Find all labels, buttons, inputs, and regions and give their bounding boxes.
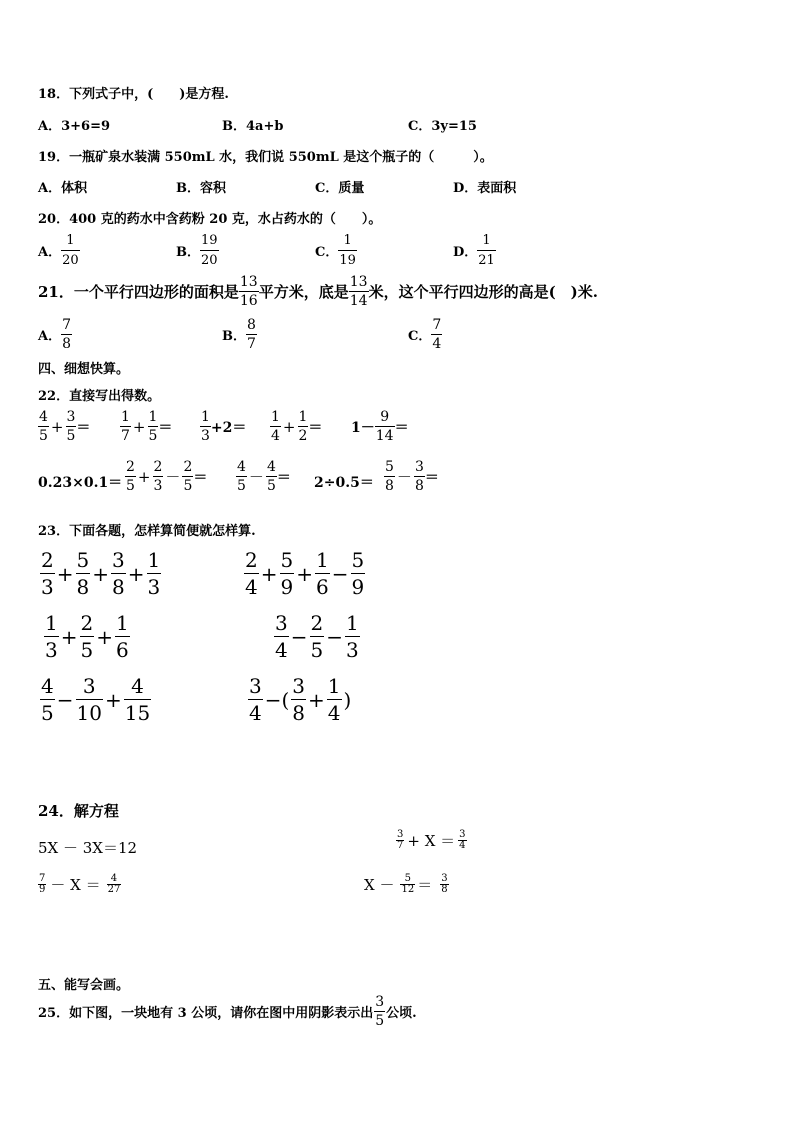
q19-option-c[interactable]: C．质量 bbox=[315, 181, 365, 196]
fraction: $\frac{4}{5}$ bbox=[266, 459, 276, 494]
fraction: $\frac{2}{5}$ bbox=[183, 459, 193, 494]
fraction: $\frac{4}{27}$ bbox=[107, 873, 121, 895]
option-label: A． bbox=[38, 245, 62, 260]
q23-expr-left-1: $\frac{2}{3}$ + $\frac{5}{8}$ + $\frac{3}{8}$ + $\frac{1}{3}$ bbox=[41, 548, 161, 599]
fraction: $\frac{2}{5}$ bbox=[126, 459, 135, 494]
q22-row1-expr4: $\frac{1}{4}$ + $\frac{1}{2}$ ＝ bbox=[271, 409, 323, 444]
fraction: $\frac{2}{3}$ bbox=[41, 548, 54, 599]
q22-row1-expr1: $\frac{4}{5}$ + $\frac{3}{5}$ ＝ bbox=[39, 409, 91, 444]
q22-row2-expr1: 0.23×0.1＝ bbox=[38, 475, 123, 491]
q23-expr-right-2: $\frac{3}{4}$ − $\frac{2}{5}$ − $\frac{1}{3}$ bbox=[275, 611, 359, 662]
q18-option-a[interactable]: A．3+6=9 bbox=[38, 119, 111, 134]
fraction: $\frac{5}{8}$ bbox=[76, 548, 90, 599]
q20-option-d[interactable] bbox=[453, 234, 496, 267]
q20-option-a[interactable] bbox=[38, 234, 80, 267]
q21-option-c[interactable]: C． $\frac{7}{4}$ bbox=[408, 317, 442, 352]
fraction: $\frac{3}{8}$ bbox=[441, 873, 448, 895]
fraction: $\frac{2}{4}$ bbox=[245, 548, 258, 599]
fraction: $\frac{3}{4}$ bbox=[459, 829, 466, 851]
fraction: $\frac{8}{7}$ bbox=[247, 317, 256, 352]
fraction: $\frac{4}{5}$ bbox=[237, 459, 246, 494]
q22-row1-expr3: $\frac{1}{3}$ +2＝ bbox=[201, 409, 247, 444]
option-label: D． bbox=[453, 245, 478, 260]
fraction: $\frac{7}{8}$ bbox=[62, 317, 72, 352]
fraction: $\frac{1}{4}$ bbox=[327, 674, 341, 725]
q21-option-a[interactable]: A． $\frac{7}{8}$ bbox=[38, 317, 72, 352]
question-21: 21．一个平行四边形的面积是 $\frac{13}{16}$ 平方米，底是 $\frac{13}{14}$ 米，这个平行四边形的高是( )米. bbox=[38, 274, 598, 309]
fraction: $\frac{1}{6}$ bbox=[116, 611, 129, 662]
fraction: $\frac{5}{9}$ bbox=[351, 548, 365, 599]
q23-expr-left-3: $\frac{4}{5}$ − $\frac{3}{10}$ + $\frac{4}{15}$ bbox=[41, 674, 151, 725]
q22-row2-expr5: $\frac{5}{8}$ － $\frac{3}{8}$ ＝ bbox=[385, 459, 439, 494]
fraction: $\frac{13}{16}$ bbox=[239, 274, 258, 309]
fraction: $\frac{3}{5}$ bbox=[66, 409, 76, 444]
q22-row2-expr3: $\frac{4}{5}$ － $\frac{4}{5}$ ＝ bbox=[237, 459, 291, 494]
fraction: $\frac{2}{3}$ bbox=[153, 459, 163, 494]
question-25: 25．如下图，一块地有 3 公顷，请你在图中用阴影表示出 $\frac{3}{5}$ 公顷. bbox=[38, 994, 417, 1029]
fraction: $\frac{1}{7}$ bbox=[121, 409, 130, 444]
question-22: 22．直接写出得数。 bbox=[38, 389, 161, 404]
q24-equation-4: X － $\frac{5}{12}$ ＝ $\frac{3}{8}$ bbox=[364, 873, 448, 895]
fraction: $\frac{1}{19}$ bbox=[339, 233, 356, 268]
fraction: $\frac{3}{5}$ bbox=[375, 994, 385, 1029]
question-20: 20．400 克的药水中含药粉 20 克，水占药水的（ ）。 bbox=[38, 212, 382, 227]
fraction: $\frac{3}{8}$ bbox=[292, 674, 306, 725]
fraction: $\frac{9}{14}$ bbox=[375, 409, 394, 444]
fraction: $\frac{1}{3}$ bbox=[147, 548, 161, 599]
fraction: $\frac{1}{20}$ bbox=[62, 233, 79, 268]
q24-equation-2: $\frac{3}{7}$ + X ＝ $\frac{3}{4}$ bbox=[397, 829, 466, 851]
fraction: $\frac{3}{7}$ bbox=[397, 829, 404, 851]
fraction: $\frac{1}{2}$ bbox=[298, 409, 308, 444]
fraction: $\frac{3}{4}$ bbox=[275, 611, 288, 662]
question-19: 19．一瓶矿泉水装满 550mL 水，我们说 550mL 是这个瓶子的（ ）。 bbox=[38, 150, 493, 165]
fraction: $\frac{19}{20}$ bbox=[201, 233, 218, 268]
q23-expr-left-2: $\frac{1}{3}$ + $\frac{2}{5}$ + $\frac{1}{6}$ bbox=[45, 611, 129, 662]
fraction: $\frac{1}{3}$ bbox=[45, 611, 58, 662]
q18-option-c[interactable]: C．3y=15 bbox=[408, 119, 477, 134]
q19-option-b[interactable]: B．容积 bbox=[176, 181, 226, 196]
question-18: 18．下列式子中，( )是方程. bbox=[38, 87, 229, 102]
fraction: $\frac{3}{8}$ bbox=[112, 548, 125, 599]
q22-row2-expr4: 2÷0.5＝ bbox=[314, 475, 374, 491]
q24-equation-3: $\frac{7}{9}$ － X ＝ $\frac{4}{27}$ bbox=[39, 873, 121, 895]
fraction: $\frac{2}{5}$ bbox=[80, 611, 94, 662]
q19-option-a[interactable]: A．体积 bbox=[38, 181, 88, 196]
fraction: $\frac{5}{12}$ bbox=[401, 873, 415, 895]
fraction: $\frac{3}{8}$ bbox=[414, 459, 424, 494]
fraction: $\frac{1}{3}$ bbox=[201, 409, 210, 444]
q20-option-c[interactable] bbox=[315, 234, 357, 267]
fraction: $\frac{13}{14}$ bbox=[349, 274, 368, 309]
q22-row1-expr5: 1－ $\frac{9}{14}$ ＝ bbox=[351, 409, 409, 444]
fraction: $\frac{7}{9}$ bbox=[39, 873, 46, 895]
fraction: $\frac{4}{15}$ bbox=[124, 674, 151, 725]
fraction: $\frac{4}{5}$ bbox=[39, 409, 48, 444]
fraction: $\frac{1}{21}$ bbox=[478, 233, 495, 268]
fraction: $\frac{7}{4}$ bbox=[432, 317, 442, 352]
fraction: $\frac{1}{6}$ bbox=[316, 548, 329, 599]
q20-option-b[interactable] bbox=[176, 234, 219, 267]
fraction: $\frac{3}{4}$ bbox=[249, 674, 262, 725]
q23-expr-right-1: $\frac{2}{4}$ + $\frac{5}{9}$ + $\frac{1}{6}$ − $\frac{5}{9}$ bbox=[245, 548, 365, 599]
q19-option-d[interactable]: D．表面积 bbox=[453, 181, 517, 196]
fraction: $\frac{2}{5}$ bbox=[310, 611, 324, 662]
option-label: C． bbox=[315, 245, 339, 260]
q22-row1-expr2: $\frac{1}{7}$ + $\frac{1}{5}$ ＝ bbox=[121, 409, 173, 444]
q24-equation-1: 5X － 3X＝12 bbox=[38, 839, 138, 857]
fraction: $\frac{1}{5}$ bbox=[148, 409, 158, 444]
question-23: 23．下面各题，怎样算简便就怎样算. bbox=[38, 524, 256, 539]
question-24: 24．解方程 bbox=[38, 802, 119, 820]
fraction: $\frac{5}{9}$ bbox=[280, 548, 294, 599]
fraction: $\frac{3}{10}$ bbox=[76, 674, 102, 725]
section-5-heading: 五、能写会画。 bbox=[38, 978, 130, 993]
q18-option-b[interactable]: B．4a+b bbox=[222, 119, 284, 134]
fraction: $\frac{1}{3}$ bbox=[346, 611, 359, 662]
q21-option-b[interactable]: B． $\frac{8}{7}$ bbox=[222, 317, 256, 352]
option-label: B． bbox=[176, 245, 200, 260]
fraction: $\frac{5}{8}$ bbox=[385, 459, 394, 494]
fraction: $\frac{4}{5}$ bbox=[41, 674, 54, 725]
q22-row2-expr2: $\frac{2}{5}$ + $\frac{2}{3}$ － $\frac{2}{5}$ ＝ bbox=[126, 459, 208, 494]
fraction: $\frac{1}{4}$ bbox=[271, 409, 280, 444]
section-4-heading: 四、细想快算。 bbox=[38, 362, 130, 377]
q23-expr-right-3: $\frac{3}{4}$ −( $\frac{3}{8}$ + $\frac{1}{4}$ ) bbox=[249, 674, 352, 725]
